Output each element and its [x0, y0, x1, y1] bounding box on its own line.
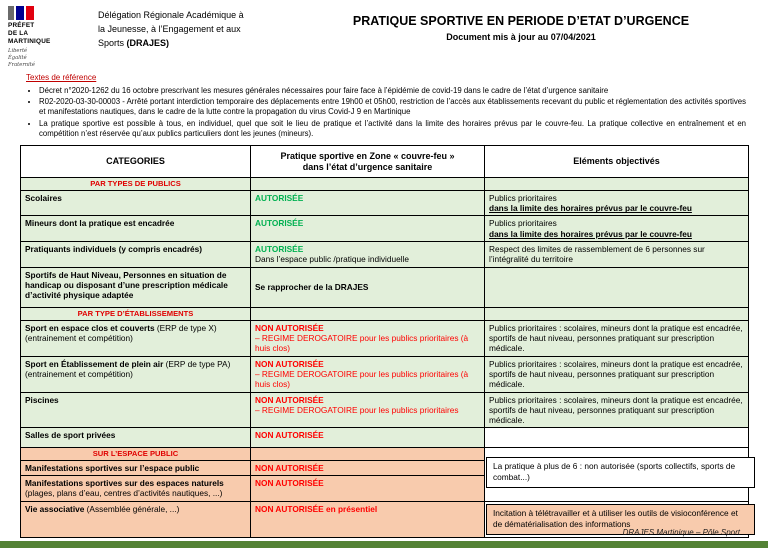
category-cell: Sport en espace clos et couverts (ERP de type X) (entrainement et compétition) — [21, 320, 251, 356]
row-sportifs-haut-niveau — [21, 267, 749, 307]
elements-cell: Publics prioritaires : scolaires, mineurs dont la pratique est encadrée, sportifs de haut niveau, personnes pratiquant sur prescription médicale. — [485, 320, 749, 356]
page-title: PRATIQUE SPORTIVE EN PERIODE D’ETAT D’URGENCE — [352, 14, 690, 28]
french-flag-icon — [8, 6, 34, 20]
org-acronym: (DRAJES) — [126, 37, 170, 48]
empty-cell — [485, 427, 749, 447]
status-cell: AUTORISÉE Dans l’espace public /pratique individuelle — [251, 241, 485, 267]
note-cell — [485, 447, 749, 501]
empty-cell — [251, 307, 485, 320]
row-scolaires — [21, 191, 749, 216]
page-subtitle: Document mis à jour au 07/04/2021 — [446, 32, 596, 42]
elements-cell: Publics prioritaires dans la limite des horaires prévus par le couvre-feu — [485, 216, 749, 241]
status-cell: NON AUTORISÉE – REGIME DEROGATOIRE pour les publics prioritaires (à huis clos) — [251, 356, 485, 392]
reference-texts — [26, 73, 746, 139]
reference-item: • R02-2020-03-30-00003 - Arrêté portant interdiction temporaire des déplacements entre 19h00 et 05h00, restriction de l’accès aux établissements recevant du public et réglementation des activités sportives et manifestations nautiques, dans le cadre de la lutte contre la propagation du virus Covid-J 9 en Martinique — [39, 97, 746, 118]
status-cell: NON AUTORISÉE – REGIME DEROGATOIRE pour les publics prioritaires — [251, 392, 485, 427]
category-cell: Sportifs de Haut Niveau, Personnes en situation de handicap ou disposant d’une prescription médicale d’activité physique adaptée — [21, 267, 251, 307]
row-sport-espace-clos — [21, 320, 749, 356]
status-cell: NON AUTORISÉE – REGIME DEROGATOIRE pour les publics prioritaires (à huis clos) — [251, 320, 485, 356]
footer-green-bar — [0, 541, 768, 548]
reference-item: • La pratique sportive est possible à tous, en individuel, quel que soit le lieu de pratique et l’activité dans la limite des horaires prévus par le couvre-feu. La pratique collective en entraînement et en compétition n’est réservée qu’aux publics particuliers dont les jeunes (mineurs). — [39, 119, 746, 140]
reference-heading: Textes de référence — [26, 73, 97, 83]
row-sport-plein-air — [21, 356, 749, 392]
prefet-name-line: PRÉFET — [8, 22, 35, 29]
empty-cell — [485, 178, 749, 191]
footer-credit: DRAJES Martinique – Pôle Sport — [622, 528, 740, 537]
section-row-par-types-de-publics — [21, 178, 749, 191]
elements-cell: Publics prioritaires : scolaires, mineurs dont la pratique est encadrée, sportifs de haut niveau, personnes pratiquant sur prescription médicale. — [485, 392, 749, 427]
note-box: La pratique à plus de 6 : non autorisée (sports collectifs, sports de combat...) — [486, 457, 755, 488]
title-block — [288, 6, 754, 42]
elements-cell: Respect des limites de rassemblement de 6 personnes sur l’intégralité du territoire — [485, 241, 749, 267]
category-cell: Pratiquants individuels (y compris encadrés) — [21, 241, 251, 267]
status-cell: NON AUTORISÉE — [251, 476, 485, 502]
col-header-elements-objectives: Eléments objectivés — [485, 146, 749, 178]
status-cell: Se rapprocher de la DRAJES — [251, 267, 485, 307]
category-cell: Vie associative (Assemblée générale, ...) — [21, 502, 251, 538]
category-cell: Manifestations sportives sur des espaces naturels (plages, plans d’eau, centres d’activités nautiques, ...) — [21, 476, 251, 502]
category-cell: Piscines — [21, 392, 251, 427]
empty-cell — [251, 178, 485, 191]
row-pratiquants-individuels — [21, 241, 749, 267]
empty-cell — [485, 307, 749, 320]
page-header — [0, 0, 768, 68]
row-piscines — [21, 392, 749, 427]
prefet-name — [8, 22, 90, 46]
section-label: PAR TYPES DE PUBLICS — [21, 178, 251, 191]
prefet-logo — [8, 6, 90, 68]
category-cell: Sport en Établissement de plein air (ERP de type PA) (entrainement et compétition) — [21, 356, 251, 392]
sports-rules-table — [20, 145, 749, 538]
category-cell: Manifestations sportives sur l’espace public — [21, 460, 251, 475]
elements-cell: Publics prioritaires dans la limite des horaires prévus par le couvre-feu — [485, 191, 749, 216]
category-cell: Scolaires — [21, 191, 251, 216]
category-cell: Mineurs dont la pratique est encadrée — [21, 216, 251, 241]
reference-item: • Décret n°2020-1262 du 16 octobre prescrivant les mesures générales nécessaires pour faire face à l’épidémie de covid-19 dans le cadre de l’état d’urgence sanitaire — [39, 86, 746, 96]
status-cell: NON AUTORISÉE — [251, 427, 485, 447]
prefet-name-line: MARTINIQUE — [8, 38, 51, 45]
category-cell: Salles de sport privées — [21, 427, 251, 447]
col-header-categories: CATEGORIES — [21, 146, 251, 178]
section-row-par-type-etablissements — [21, 307, 749, 320]
status-cell: AUTORISÉE — [251, 216, 485, 241]
elements-cell — [485, 267, 749, 307]
org-name: Délégation Régionale Académique à la Jeunesse, à l’Engagement et aux Sports (DRAJES) — [98, 10, 244, 48]
row-mineurs — [21, 216, 749, 241]
incitation-box: Incitation à télétravailler et à utiliser les outils de visioconférence et de dématérialisation des informations — [486, 504, 755, 535]
republic-motto: Liberté Égalité Fraternité — [8, 48, 35, 68]
section-row-sur-espace-public — [21, 447, 749, 460]
section-label: SUR L’ESPACE PUBLIC — [21, 447, 251, 460]
status-cell: NON AUTORISÉE — [251, 460, 485, 475]
elements-cell: Publics prioritaires : scolaires, mineurs dont la pratique est encadrée, sportifs de haut niveau, personnes pratiquant sur prescription médicale. — [485, 356, 749, 392]
empty-cell — [251, 447, 485, 460]
status-cell: NON AUTORISÉE en présentiel — [251, 502, 485, 538]
reference-list — [26, 86, 746, 139]
col-header-zone-couvre-feu: Pratique sportive en Zone « couvre-feu » dans l’état d’urgence sanitaire — [251, 146, 485, 178]
prefet-name-line: DE LA — [8, 30, 29, 37]
section-label: PAR TYPE D’ÉTABLISSEMENTS — [21, 307, 251, 320]
status-cell: AUTORISÉE — [251, 191, 485, 216]
table-header-row — [21, 146, 749, 178]
row-salles-sport-privees — [21, 427, 749, 447]
